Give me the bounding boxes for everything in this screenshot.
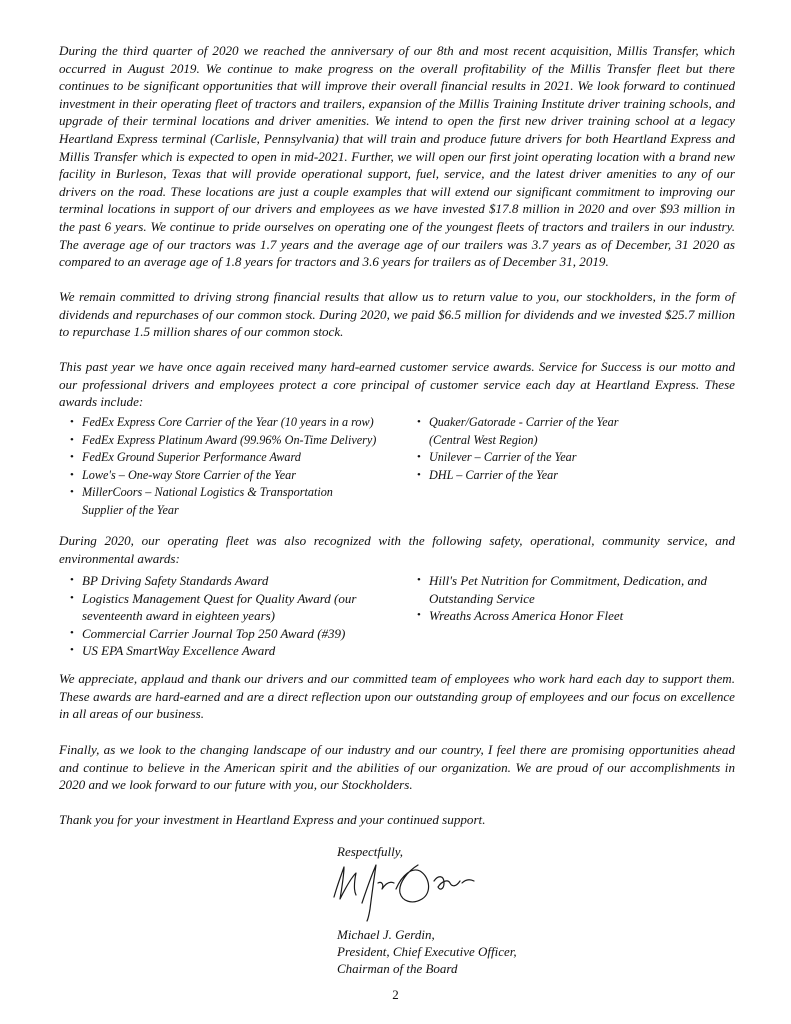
list-item: • FedEx Ground Superior Performance Award [70,449,400,467]
signer-title-chairman: Chairman of the Board [337,961,458,976]
paragraph-thank-you: Thank you for your investment in Heartland Express and your continued support. [59,812,486,827]
list-item: • Hill's Pet Nutrition for Commitment, Dedication, and Outstanding Service [417,572,714,607]
paragraph-financial-results: We remain committed to driving strong financial results that allow us to return value to you, our stockholders, in the form of dividends and repurchases of our common stock. During 2020, we paid $6.5 million for dividends and we invested $25.7 million to repurchase 1.5 million shares of our common stock. [59,289,735,340]
page-number: 2 [392,987,399,1002]
list-item: • Lowe's – One-way Store Carrier of the Year [70,467,400,485]
customer-awards-right-list [417,414,647,484]
list-item: • Wreaths Across America Honor Fleet [417,607,717,625]
list-item: • FedEx Express Platinum Award (99.96% On-Time Delivery) [70,432,400,450]
list-item: • Commercial Carrier Journal Top 250 Award (#39) [70,625,400,643]
customer-awards-left-list [70,414,400,520]
paragraph-safety-awards-intro: During 2020, our operating fleet was also recognized with the following safety, operational, community service, and environmental awards: [59,533,735,566]
paragraph-millis-transfer: During the third quarter of 2020 we reached the anniversary of our 8th and most recent acquisition, Millis Transfer, which occurred in August 2019. We continue to make progress on the overall profitability of the Millis Transfer fleet but there continues to be significant opportunities that will improve their overall financial results in 2021. We look forward to continued investment in their operating fleet of tractors and trailers, expansion of the Millis Training Institute driver training schools, and upgrade of their terminal locations and driver amenities. We intend to open the first new driver training school at a legacy Heartland Express terminal (Carlisle, Pennsylvania) that will train and produce future drivers for both Heartland Express and Millis Transfer which is expected to open in mid-2021. Further, we will open our first joint operating location with a brand new facility in Burleson, Texas that will provide operational support, fuel, service, and the latest driver amenities to any of our drivers on the road. These locations are just a couple examples that will extend our significant commitment to improving our terminal locations in support of our drivers and employees as we have invested $17.8 million in 2020 and over $93 million in the past 6 years. We continue to pride ourselves on operating one of the youngest fleets of tractors and trailers in our industry. The average age of our tractors was 1.7 years and the average age of our trailers was 3.7 years as of December, 31 2020 as compared to an average age of 1.8 years for tractors and 3.6 years for trailers as of December 31, 2019. [59,43,735,270]
safety-awards-right-list [417,572,717,625]
list-item: • Unilever – Carrier of the Year [417,449,647,467]
paragraph-appreciation: We appreciate, applaud and thank our drivers and our committed team of employees who work hard each day to support them. These awards are hard-earned and are a direct reflection upon our outstanding group of employees and our focus on excellence in all areas of our business. [59,671,735,722]
signer-name: Michael J. Gerdin, [337,927,435,942]
list-item: • MillerCoors – National Logistics & Transportation Supplier of the Year [70,484,352,519]
list-item: • US EPA SmartWay Excellence Award [70,642,400,660]
closing-salutation: Respectfully, [337,844,404,859]
list-item: • Logistics Management Quest for Quality Award (our seventeenth award in eighteen years) [70,590,362,625]
list-item: • FedEx Express Core Carrier of the Year (10 years in a row) [70,414,400,432]
safety-awards-left-list [70,572,400,660]
list-item: • BP Driving Safety Standards Award [70,572,400,590]
paragraph-outlook: Finally, as we look to the changing landscape of our industry and our country, I feel there are promising opportunities ahead and continue to believe in the American spirit and the abilities of our organization. We are proud of our accomplishments in 2020 and we look forward to our future with you, our Stockholders. [59,742,735,793]
signer-title-ceo: President, Chief Executive Officer, [337,944,517,959]
list-item: • DHL – Carrier of the Year [417,467,647,485]
signature-image [322,853,482,923]
paragraph-customer-awards-intro: This past year we have once again received many hard-earned customer service awards. Service for Success is our motto and our professional drivers and employees protect a core principal of customer service each day at Heartland Express. These awards include: [59,359,735,410]
list-item: • Quaker/Gatorade - Carrier of the Year (Central West Region) [417,414,639,449]
